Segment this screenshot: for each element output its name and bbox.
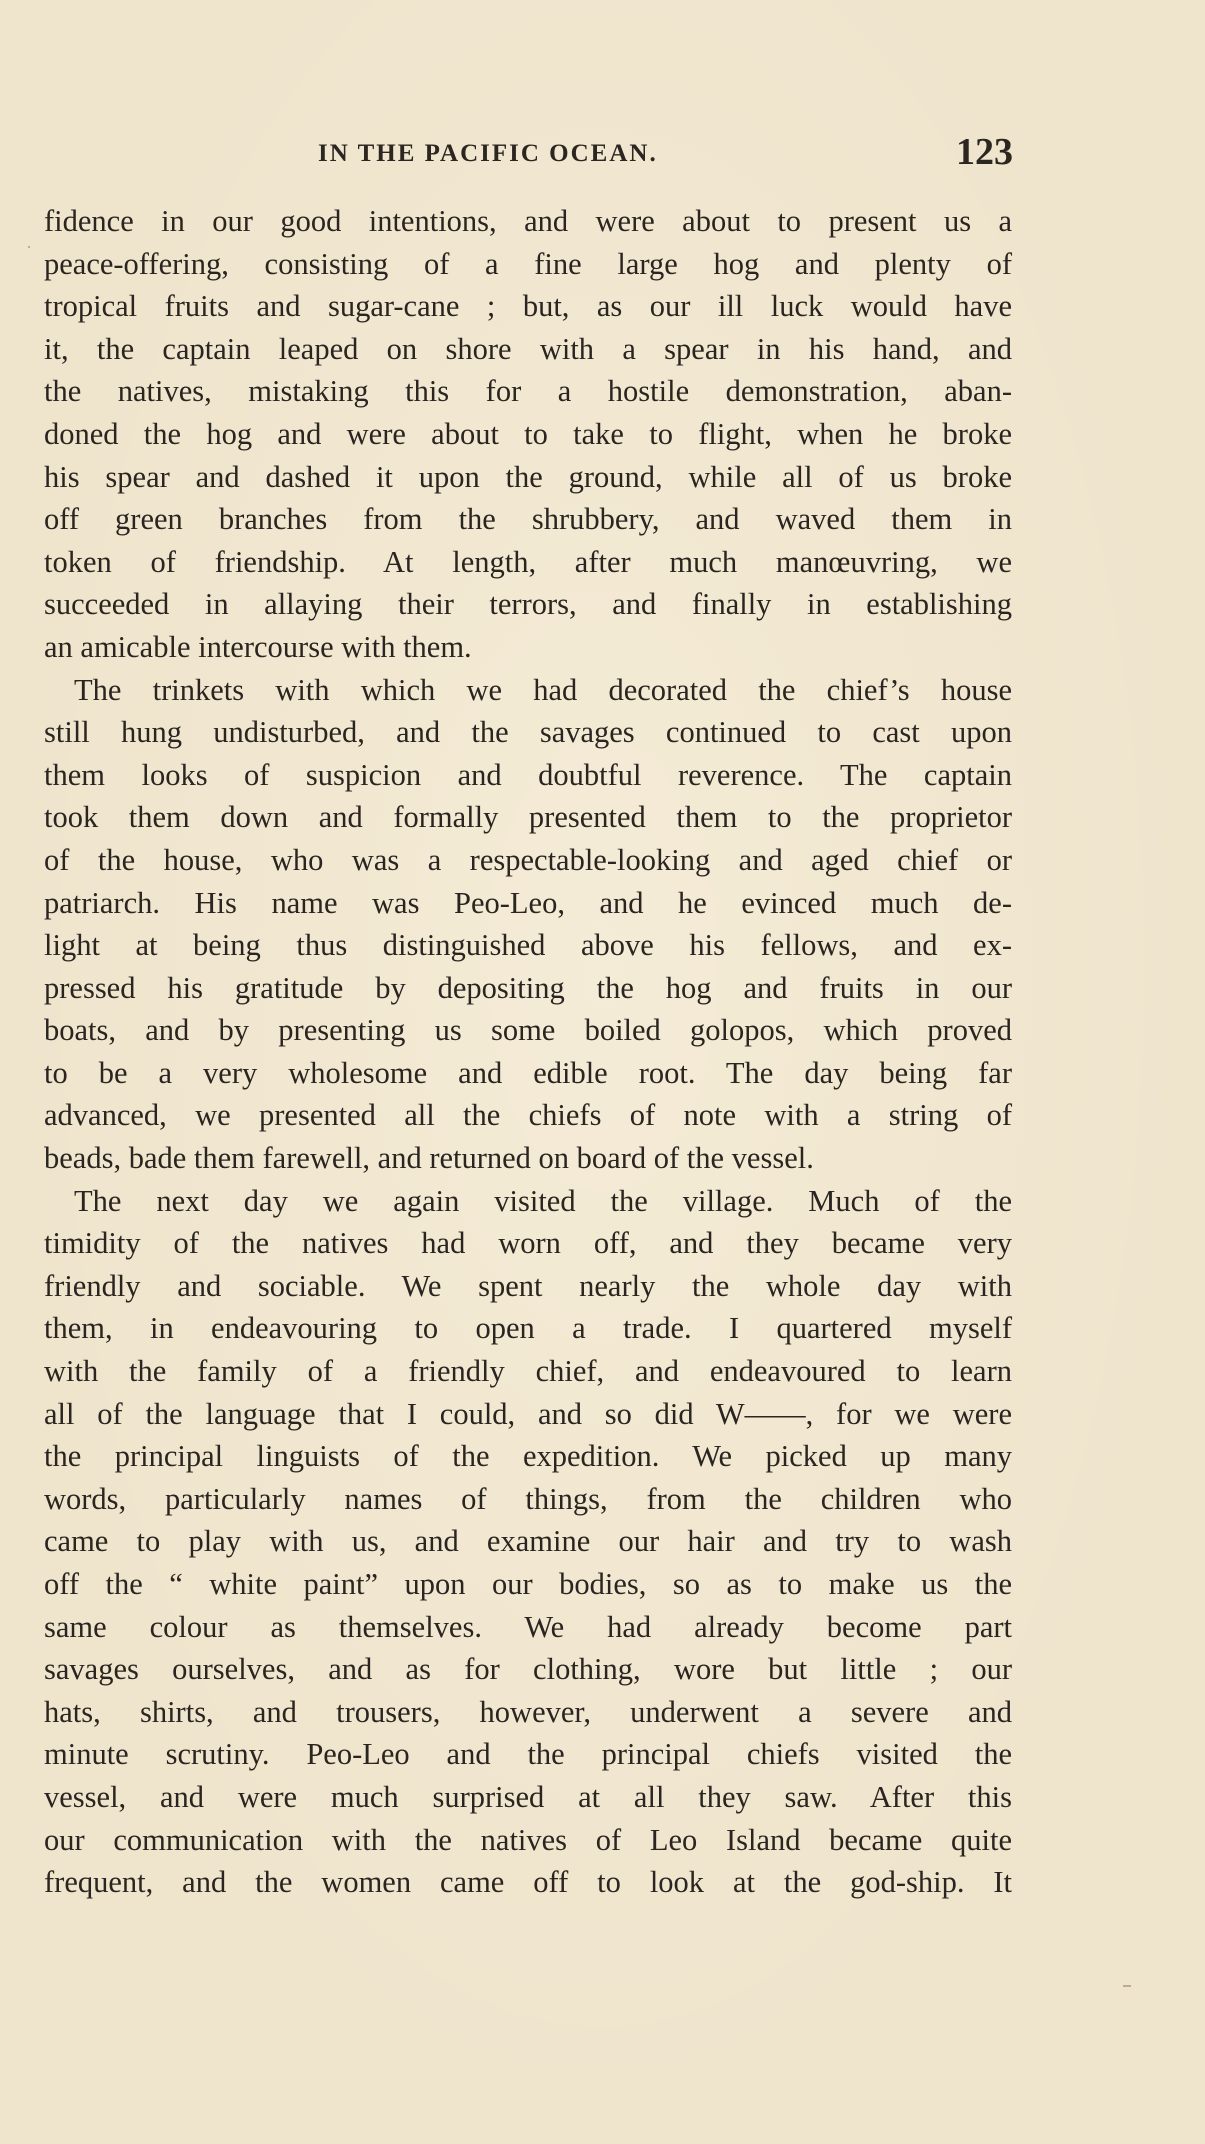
paper-speck: [1123, 1985, 1131, 1987]
text-line: patriarch. His name was Peo-Leo, and he evinced much de-: [44, 885, 1012, 920]
text-line: beads, bade them farewell, and returned on board of the vessel.: [44, 1141, 814, 1176]
text-line: still hung undisturbed, and the savages continued to cast upon: [44, 715, 1012, 750]
text-line: off green branches from the shrubbery, and waved them in: [44, 502, 1012, 537]
text-line: pressed his gratitude by depositing the hog and fruits in our: [44, 970, 1012, 1005]
text-line: his spear and dashed it upon the ground, while all of us broke: [44, 459, 1012, 494]
text-line: with the family of a friendly chief, and endeavoured to learn: [44, 1354, 1012, 1389]
text-line: an amicable intercourse with them.: [44, 629, 472, 664]
page-number: 123: [956, 131, 1013, 173]
text-line: advanced, we presented all the chiefs of note with a string of: [44, 1098, 1012, 1133]
text-line: our communication with the natives of Leo Island became quite: [44, 1822, 1012, 1857]
text-line: to be a very wholesome and edible root. The day being far: [44, 1055, 1012, 1090]
text-line: fidence in our good intentions, and were about to present us a: [44, 204, 1012, 238]
text-line: same colour as themselves. We had already become part: [44, 1609, 1012, 1644]
text-line: them looks of suspicion and doubtful reverence. The captain: [44, 757, 1012, 792]
running-head: IN THE PACIFIC OCEAN.: [318, 140, 658, 167]
text-line: took them down and formally presented them to the proprietor: [44, 800, 1012, 835]
text-line: words, particularly names of things, from the children who: [44, 1481, 1012, 1516]
text-line: the principal linguists of the expedition. We picked up many: [44, 1439, 1012, 1474]
text-line: all of the language that I could, and so did W——, for we were: [44, 1396, 1012, 1431]
text-line: token of friendship. At length, after much manœuvring, we: [44, 544, 1012, 579]
text-line: light at being thus distinguished above his fellows, and ex-: [44, 928, 1012, 963]
text-line: savages ourselves, and as for clothing, wore but little ; our: [44, 1652, 1012, 1687]
text-line: came to play with us, and examine our hair and try to wash: [44, 1524, 1012, 1559]
text-line: of the house, who was a respectable-looking and aged chief or: [44, 842, 1012, 877]
text-line: vessel, and were much surprised at all they saw. After this: [44, 1779, 1012, 1814]
text-line: boats, and by presenting us some boiled golopos, which proved: [44, 1013, 1012, 1048]
text-line: frequent, and the women came off to look at the god-ship. It: [44, 1865, 1012, 1900]
text-line: the natives, mistaking this for a hostile demonstration, aban-: [44, 374, 1012, 409]
paper-speck: [28, 246, 30, 248]
text-line: doned the hog and were about to take to flight, when he broke: [44, 416, 1012, 451]
text-line: succeeded in allaying their terrors, and finally in establishing: [44, 587, 1012, 622]
text-line: The next day we again visited the village. Much of the: [74, 1183, 1012, 1218]
text-line: minute scrutiny. Peo-Leo and the principal chiefs visited the: [44, 1737, 1012, 1772]
text-line: it, the captain leaped on shore with a spear in his hand, and: [44, 331, 1012, 366]
text-line: off the “ white paint” upon our bodies, so as to make us the: [44, 1567, 1012, 1601]
text-line: timidity of the natives had worn off, and they became very: [44, 1226, 1012, 1261]
text-line: hats, shirts, and trousers, however, underwent a severe and: [44, 1694, 1012, 1729]
text-line: friendly and sociable. We spent nearly the whole day with: [44, 1268, 1012, 1303]
body-text: [44, 200, 1012, 1904]
text-line: tropical fruits and sugar-cane ; but, as our ill luck would have: [44, 289, 1012, 324]
text-line: peace-offering, consisting of a fine large hog and plenty of: [44, 246, 1012, 281]
text-line: them, in endeavouring to open a trade. I quartered myself: [44, 1311, 1012, 1346]
text-line: The trinkets with which we had decorated the chief’s house: [74, 672, 1012, 707]
